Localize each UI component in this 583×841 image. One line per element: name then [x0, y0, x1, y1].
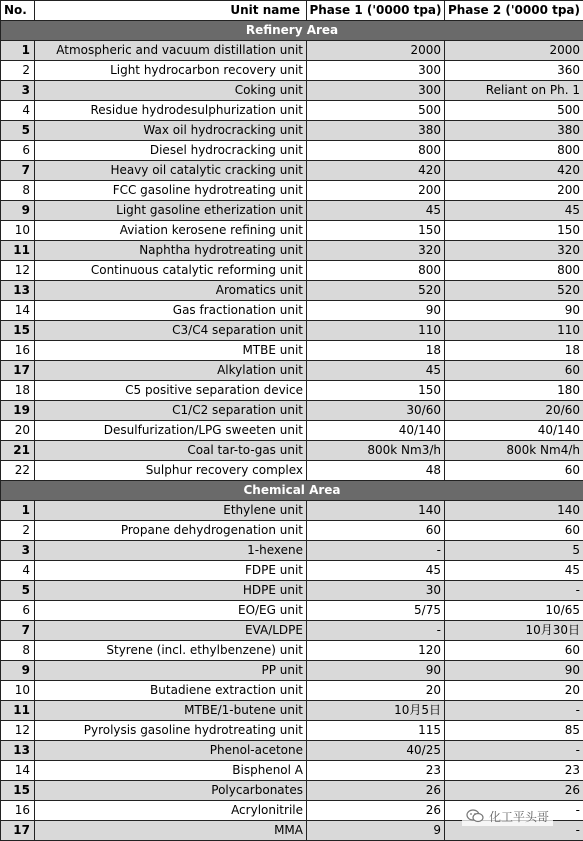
unit-name-cell: Diesel hydrocracking unit — [35, 141, 307, 161]
row-number: 1 — [1, 501, 35, 521]
row-number: 10 — [1, 681, 35, 701]
phase-1-value: 5/75 — [307, 601, 445, 621]
table-row — [1, 561, 583, 581]
unit-name-cell: Gas fractionation unit — [35, 301, 307, 321]
phase-2-value: 60 — [445, 521, 583, 541]
unit-name-cell: 1-hexene — [35, 541, 307, 561]
table-row — [1, 541, 583, 561]
table-row — [1, 681, 583, 701]
table-row — [1, 261, 583, 281]
phase-1-value: 10月5日 — [307, 701, 445, 721]
row-number: 22 — [1, 461, 35, 481]
phase-2-value: 23 — [445, 761, 583, 781]
phase-2-value: 90 — [445, 301, 583, 321]
table-row — [1, 321, 583, 341]
phase-2-value: 45 — [445, 201, 583, 221]
phase-2-value: 10/65 — [445, 601, 583, 621]
phase-2-value: Reliant on Ph. 1 — [445, 81, 583, 101]
phase-2-value: 45 — [445, 561, 583, 581]
phase-1-value: 90 — [307, 661, 445, 681]
row-number: 9 — [1, 201, 35, 221]
row-number: 4 — [1, 561, 35, 581]
row-number: 20 — [1, 421, 35, 441]
phase-2-value: 20/60 — [445, 401, 583, 421]
row-number: 19 — [1, 401, 35, 421]
phase-1-value: 40/140 — [307, 421, 445, 441]
unit-name-cell: Coking unit — [35, 81, 307, 101]
phase-2-value: 40/140 — [445, 421, 583, 441]
table-row — [1, 181, 583, 201]
phase-2-value: 85 — [445, 721, 583, 741]
unit-name-cell: Light gasoline etherization unit — [35, 201, 307, 221]
row-number: 16 — [1, 341, 35, 361]
unit-name-cell: Continuous catalytic reforming unit — [35, 261, 307, 281]
phase-2-value: 60 — [445, 461, 583, 481]
phase-1-value: 320 — [307, 241, 445, 261]
phase-1-value: - — [307, 621, 445, 641]
unit-name-cell: EO/EG unit — [35, 601, 307, 621]
table-row — [1, 501, 583, 521]
unit-name-cell: Acrylonitrile — [35, 801, 307, 821]
phase-1-value: 110 — [307, 321, 445, 341]
row-number: 2 — [1, 521, 35, 541]
row-number: 9 — [1, 661, 35, 681]
phase-1-value: 800 — [307, 141, 445, 161]
unit-name-cell: C3/C4 separation unit — [35, 321, 307, 341]
phase-1-value: 45 — [307, 201, 445, 221]
row-number: 13 — [1, 741, 35, 761]
row-number: 6 — [1, 601, 35, 621]
phase-1-value: 300 — [307, 61, 445, 81]
header-phase-2: Phase 2 ('0000 tpa) — [445, 1, 583, 21]
watermark — [462, 806, 553, 826]
unit-name-cell: Sulphur recovery complex — [35, 461, 307, 481]
unit-name-cell: HDPE unit — [35, 581, 307, 601]
row-number: 13 — [1, 281, 35, 301]
phase-1-value: 300 — [307, 81, 445, 101]
table-row — [1, 641, 583, 661]
phase-1-value: 140 — [307, 501, 445, 521]
row-number: 8 — [1, 641, 35, 661]
table-row — [1, 721, 583, 741]
phase-2-value: 60 — [445, 361, 583, 381]
unit-name-cell: Light hydrocarbon recovery unit — [35, 61, 307, 81]
phase-1-value: 18 — [307, 341, 445, 361]
table-row — [1, 81, 583, 101]
unit-name-cell: Phenol-acetone — [35, 741, 307, 761]
table-row — [1, 461, 583, 481]
row-number: 11 — [1, 701, 35, 721]
phase-1-value: 2000 — [307, 41, 445, 61]
table-row — [1, 521, 583, 541]
phase-2-value: - — [445, 801, 583, 821]
table-row — [1, 221, 583, 241]
row-number: 15 — [1, 781, 35, 801]
unit-name-cell: Wax oil hydrocracking unit — [35, 121, 307, 141]
unit-name-cell: Ethylene unit — [35, 501, 307, 521]
phase-2-value: 800 — [445, 261, 583, 281]
unit-name-cell: Desulfurization/LPG sweeten unit — [35, 421, 307, 441]
phase-1-value: 115 — [307, 721, 445, 741]
row-number: 21 — [1, 441, 35, 461]
phase-1-value: 800 — [307, 261, 445, 281]
table-row — [1, 41, 583, 61]
row-number: 1 — [1, 41, 35, 61]
phase-2-value: - — [445, 701, 583, 721]
table-row — [1, 281, 583, 301]
phase-2-value: 180 — [445, 381, 583, 401]
unit-name-cell: PP unit — [35, 661, 307, 681]
phase-1-value: 26 — [307, 801, 445, 821]
phase-2-value: 360 — [445, 61, 583, 81]
phase-1-value: 60 — [307, 521, 445, 541]
phase-1-value: 90 — [307, 301, 445, 321]
unit-name-cell: MTBE unit — [35, 341, 307, 361]
table-row — [1, 761, 583, 781]
row-number: 7 — [1, 621, 35, 641]
phase-2-value: - — [445, 821, 583, 841]
phase-2-value: 20 — [445, 681, 583, 701]
phase-2-value: 2000 — [445, 41, 583, 61]
phase-2-value: 800 — [445, 141, 583, 161]
phase-1-value: 800k Nm3/h — [307, 441, 445, 461]
unit-name-cell: C1/C2 separation unit — [35, 401, 307, 421]
phase-2-value: 60 — [445, 641, 583, 661]
phase-1-value: 500 — [307, 101, 445, 121]
table-row — [1, 61, 583, 81]
unit-name-cell: Propane dehydrogenation unit — [35, 521, 307, 541]
phase-1-value: 23 — [307, 761, 445, 781]
watermark-text: 化工平头哥 — [489, 809, 550, 824]
header-phase-1: Phase 1 ('0000 tpa) — [307, 1, 445, 21]
table-row — [1, 101, 583, 121]
unit-name-cell: Naphtha hydrotreating unit — [35, 241, 307, 261]
phase-1-value: 520 — [307, 281, 445, 301]
phase-1-value: 45 — [307, 561, 445, 581]
phase-2-value: - — [445, 581, 583, 601]
phase-1-value: 420 — [307, 161, 445, 181]
row-number: 6 — [1, 141, 35, 161]
phase-1-value: 30/60 — [307, 401, 445, 421]
phase-1-value: - — [307, 541, 445, 561]
row-number: 4 — [1, 101, 35, 121]
row-number: 17 — [1, 821, 35, 841]
row-number: 7 — [1, 161, 35, 181]
header-no: No. — [1, 1, 35, 21]
row-number: 11 — [1, 241, 35, 261]
unit-name-cell: Residue hydrodesulphurization unit — [35, 101, 307, 121]
phase-2-value: 5 — [445, 541, 583, 561]
unit-name-cell: MMA — [35, 821, 307, 841]
unit-name-cell: MTBE/1-butene unit — [35, 701, 307, 721]
row-number: 12 — [1, 721, 35, 741]
section-title: Refinery Area — [1, 21, 583, 41]
unit-name-cell: FDPE unit — [35, 561, 307, 581]
phase-2-value: 420 — [445, 161, 583, 181]
table-row — [1, 241, 583, 261]
unit-name-cell: Aromatics unit — [35, 281, 307, 301]
phase-2-value: 18 — [445, 341, 583, 361]
table-row — [1, 441, 583, 461]
phase-1-value: 40/25 — [307, 741, 445, 761]
row-number: 18 — [1, 381, 35, 401]
table-row — [1, 381, 583, 401]
row-number: 10 — [1, 221, 35, 241]
unit-name-cell: Styrene (incl. ethylbenzene) unit — [35, 641, 307, 661]
row-number: 3 — [1, 541, 35, 561]
phase-1-value: 45 — [307, 361, 445, 381]
unit-name-cell: Aviation kerosene refining unit — [35, 221, 307, 241]
table-body — [1, 21, 583, 841]
unit-name-cell: C5 positive separation device — [35, 381, 307, 401]
phase-2-value: 10月30日 — [445, 621, 583, 641]
unit-name-cell: Heavy oil catalytic cracking unit — [35, 161, 307, 181]
table-row — [1, 581, 583, 601]
wechat-icon — [466, 809, 484, 823]
phase-2-value: 800k Nm4/h — [445, 441, 583, 461]
table-row — [1, 121, 583, 141]
row-number: 17 — [1, 361, 35, 381]
phase-1-value: 150 — [307, 381, 445, 401]
table-row — [1, 741, 583, 761]
table-row — [1, 161, 583, 181]
table-row — [1, 701, 583, 721]
unit-name-cell: Alkylation unit — [35, 361, 307, 381]
table-row — [1, 601, 583, 621]
phase-1-value: 380 — [307, 121, 445, 141]
phase-1-value: 120 — [307, 641, 445, 661]
phase-1-value: 26 — [307, 781, 445, 801]
row-number: 3 — [1, 81, 35, 101]
header-unit-name: Unit name — [35, 1, 307, 21]
table-row — [1, 421, 583, 441]
phase-2-value: 26 — [445, 781, 583, 801]
phase-2-value: - — [445, 741, 583, 761]
phase-2-value: 110 — [445, 321, 583, 341]
row-number: 5 — [1, 121, 35, 141]
table-row — [1, 361, 583, 381]
phase-2-value: 380 — [445, 121, 583, 141]
unit-name-cell: FCC gasoline hydrotreating unit — [35, 181, 307, 201]
phase-2-value: 150 — [445, 221, 583, 241]
row-number: 12 — [1, 261, 35, 281]
phase-1-value: 20 — [307, 681, 445, 701]
table-row — [1, 141, 583, 161]
row-number: 15 — [1, 321, 35, 341]
unit-name-cell: Pyrolysis gasoline hydrotreating unit — [35, 721, 307, 741]
table-row — [1, 781, 583, 801]
unit-name-cell: Butadiene extraction unit — [35, 681, 307, 701]
table-row — [1, 621, 583, 641]
table-row — [1, 341, 583, 361]
table-row — [1, 661, 583, 681]
phase-1-value: 9 — [307, 821, 445, 841]
phase-1-value: 200 — [307, 181, 445, 201]
table-row — [1, 201, 583, 221]
row-number: 2 — [1, 61, 35, 81]
unit-name-cell: Coal tar-to-gas unit — [35, 441, 307, 461]
phase-2-value: 200 — [445, 181, 583, 201]
table-header-row — [1, 1, 583, 21]
phase-2-value: 500 — [445, 101, 583, 121]
unit-name-cell: Atmospheric and vacuum distillation unit — [35, 41, 307, 61]
section-header-row — [1, 21, 583, 41]
phase-1-value: 30 — [307, 581, 445, 601]
phase-2-value: 90 — [445, 661, 583, 681]
phase-2-value: 520 — [445, 281, 583, 301]
phase-1-value: 150 — [307, 221, 445, 241]
phase-1-value: 48 — [307, 461, 445, 481]
row-number: 14 — [1, 301, 35, 321]
row-number: 14 — [1, 761, 35, 781]
row-number: 5 — [1, 581, 35, 601]
unit-name-cell: EVA/LDPE — [35, 621, 307, 641]
section-header-row — [1, 481, 583, 501]
table-row — [1, 301, 583, 321]
table-row — [1, 401, 583, 421]
unit-name-cell: Bisphenol A — [35, 761, 307, 781]
section-title: Chemical Area — [1, 481, 583, 501]
phase-2-value: 320 — [445, 241, 583, 261]
row-number: 8 — [1, 181, 35, 201]
row-number: 16 — [1, 801, 35, 821]
unit-name-cell: Polycarbonates — [35, 781, 307, 801]
phase-2-value: 140 — [445, 501, 583, 521]
